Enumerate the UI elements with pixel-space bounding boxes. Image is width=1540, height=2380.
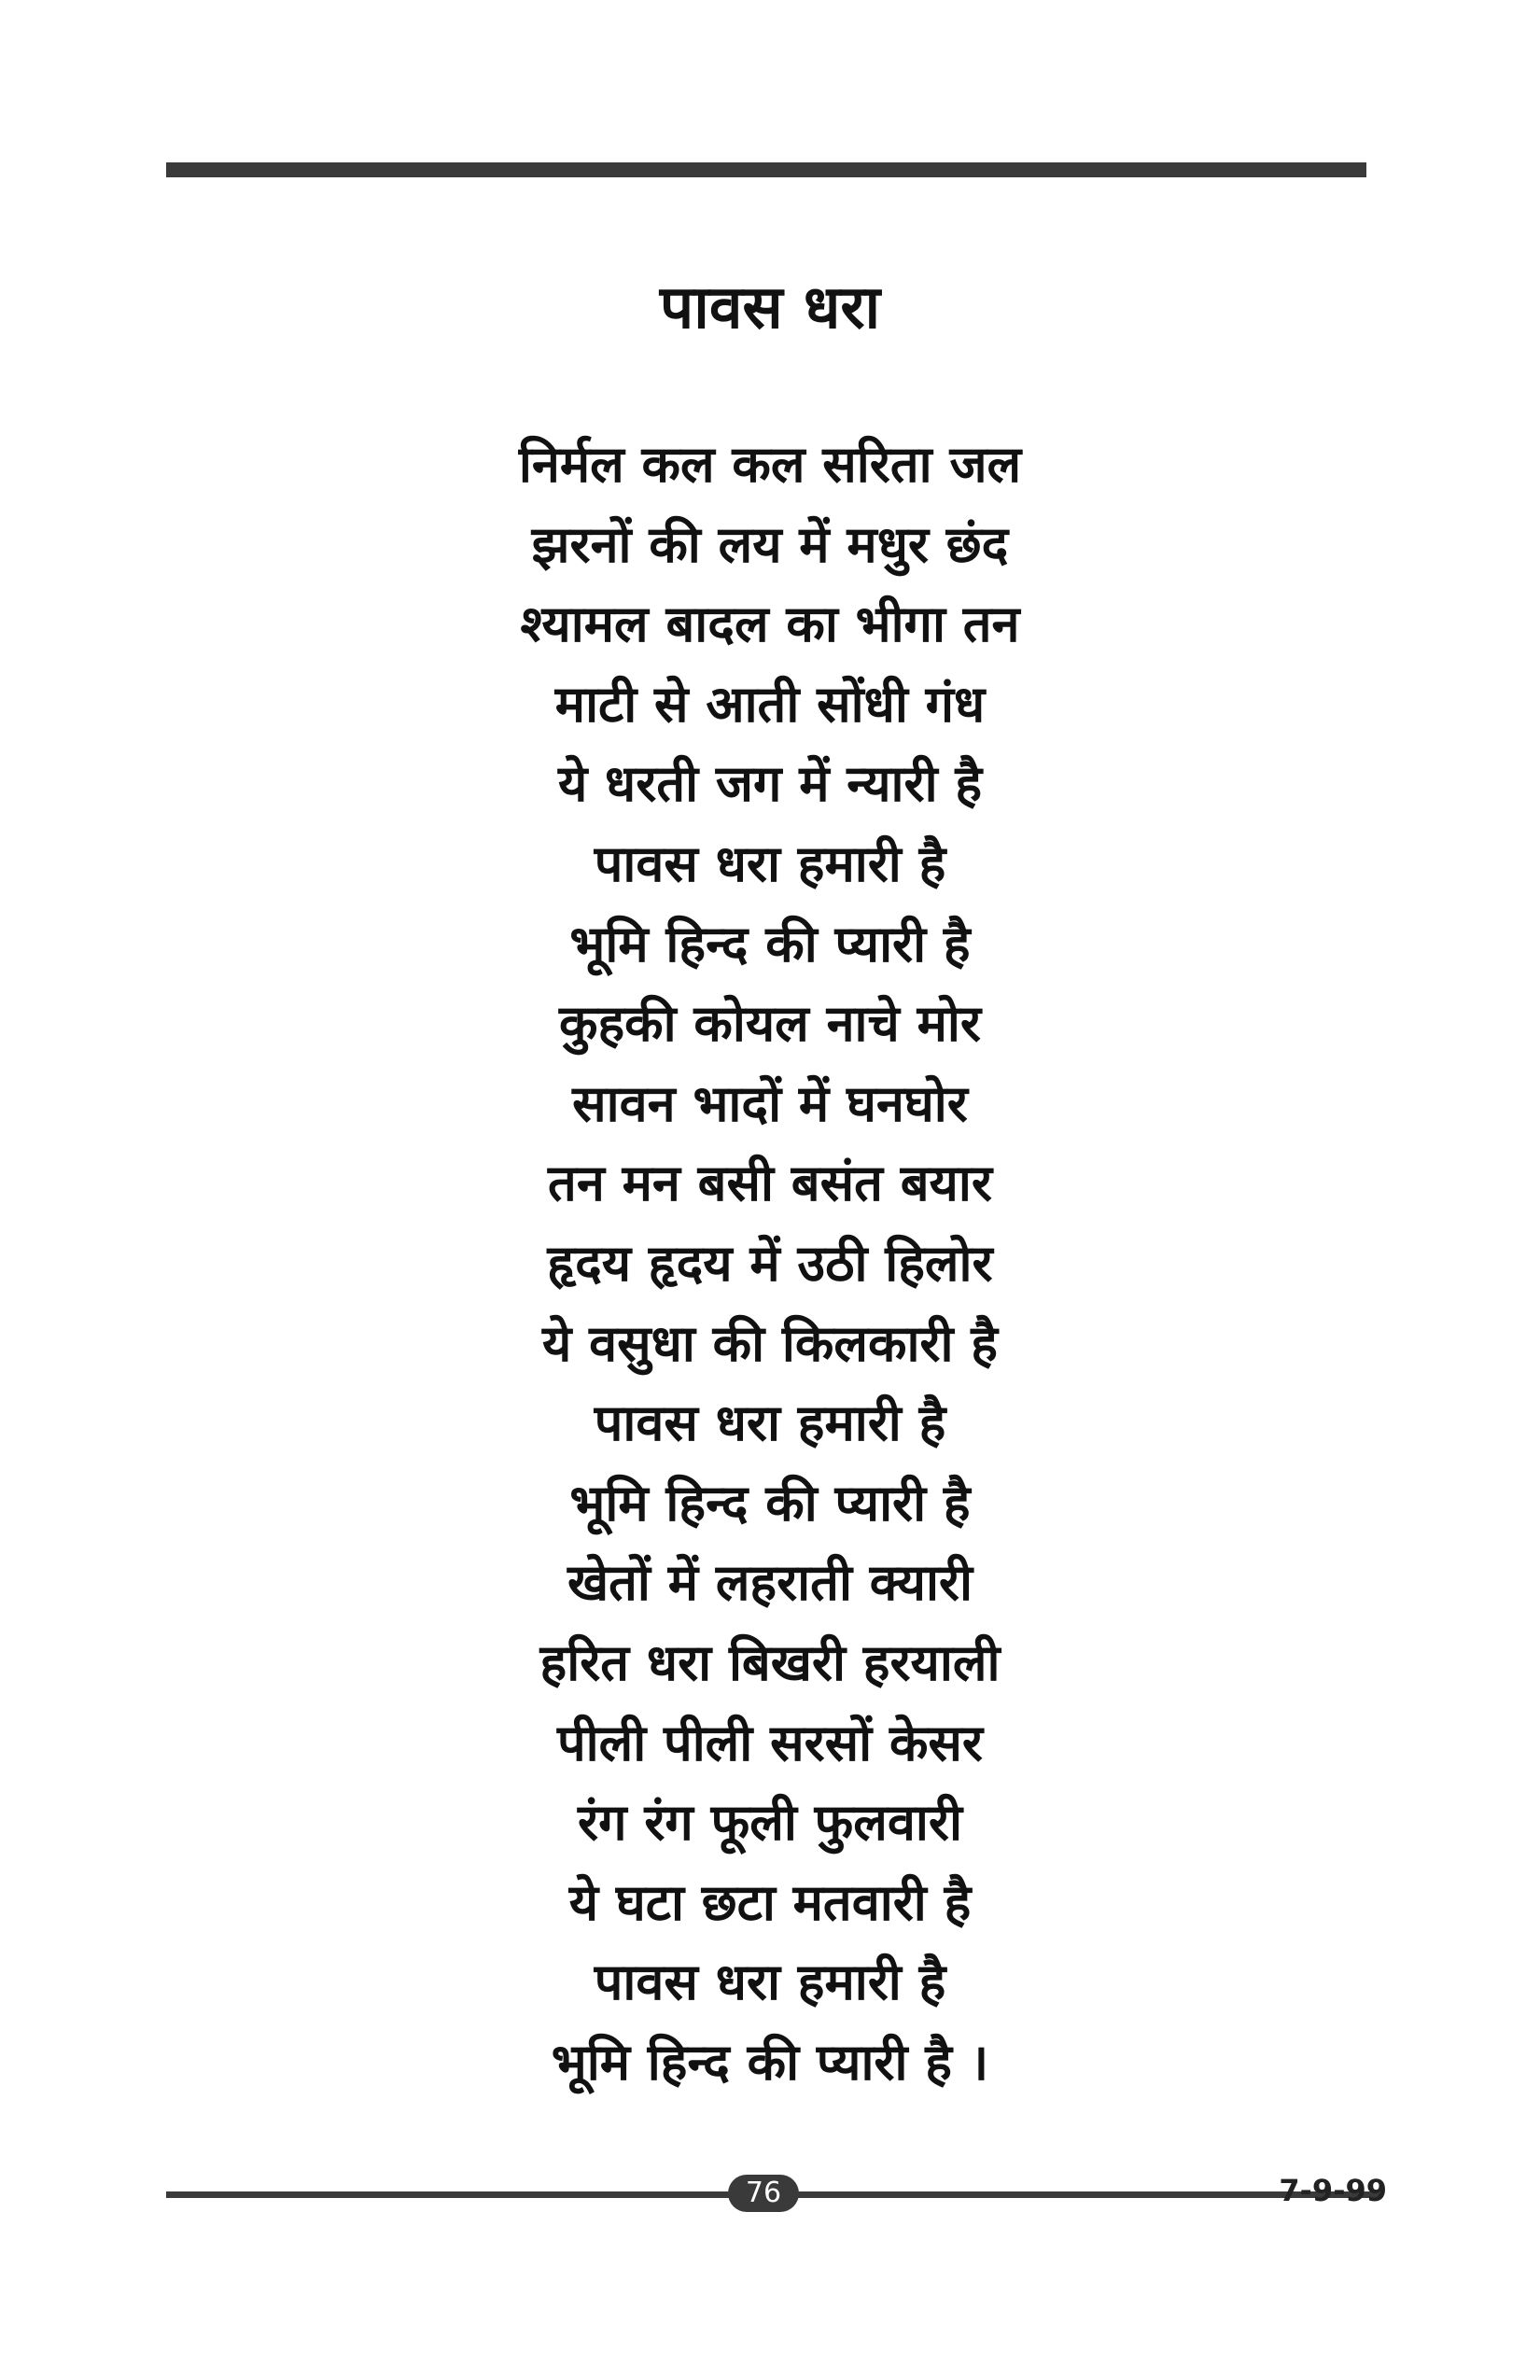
poem-line: रंग रंग फूली फुलवारी <box>578 1792 962 1853</box>
poem-line: ये धरती जग में न्यारी है <box>557 753 983 814</box>
poem-line: निर्मल कल कल सरिता जल <box>518 434 1022 494</box>
poem-line: सावन भादों में घनघोर <box>572 1072 968 1133</box>
poem-line: ये घटा छटा मतवारी है <box>568 1871 972 1932</box>
top-rule <box>166 162 1366 177</box>
poem-line: पीली पीली सरसों केसर <box>556 1712 984 1772</box>
poem-line: कुहकी कोयल नाचे मोर <box>558 993 981 1054</box>
poem-line: खेतों में लहराती क्यारी <box>567 1552 973 1613</box>
poem-line: पावस धरा हमारी है <box>594 1952 946 2012</box>
poem-line: भूमि हिन्द की प्यारी है <box>569 1472 971 1533</box>
poem-line: झरनों की लय में मधुर छंद <box>531 513 1009 574</box>
poem-line: श्यामल बादल का भीगा तन <box>520 594 1020 654</box>
poem-line: हृदय हृदय में उठी हिलोर <box>547 1232 993 1293</box>
poem-line: माटी से आती सोंधी गंध <box>554 673 986 734</box>
poem-title: पावस धरा <box>659 273 881 343</box>
poem-line: पावस धरा हमारी है <box>594 1393 946 1453</box>
poem-line: तन मन बसी बसंत बयार <box>548 1153 992 1213</box>
page-footer <box>0 2165 1540 2221</box>
page-number-badge: 76 <box>728 2175 799 2212</box>
date-stamp: 7-9-99 <box>1279 2173 1387 2208</box>
poem-line: भूमि हिन्द की प्यारी है । <box>551 2031 989 2092</box>
poem-body <box>0 425 1540 2102</box>
poem-line: पावस धरा हमारी है <box>594 833 946 893</box>
poem-line: भूमि हिन्द की प्यारी है <box>569 913 971 973</box>
poem-line: ये वसुधा की किलकारी है <box>542 1312 998 1373</box>
poem-line: हरित धरा बिखरी हरयाली <box>539 1631 1001 1692</box>
